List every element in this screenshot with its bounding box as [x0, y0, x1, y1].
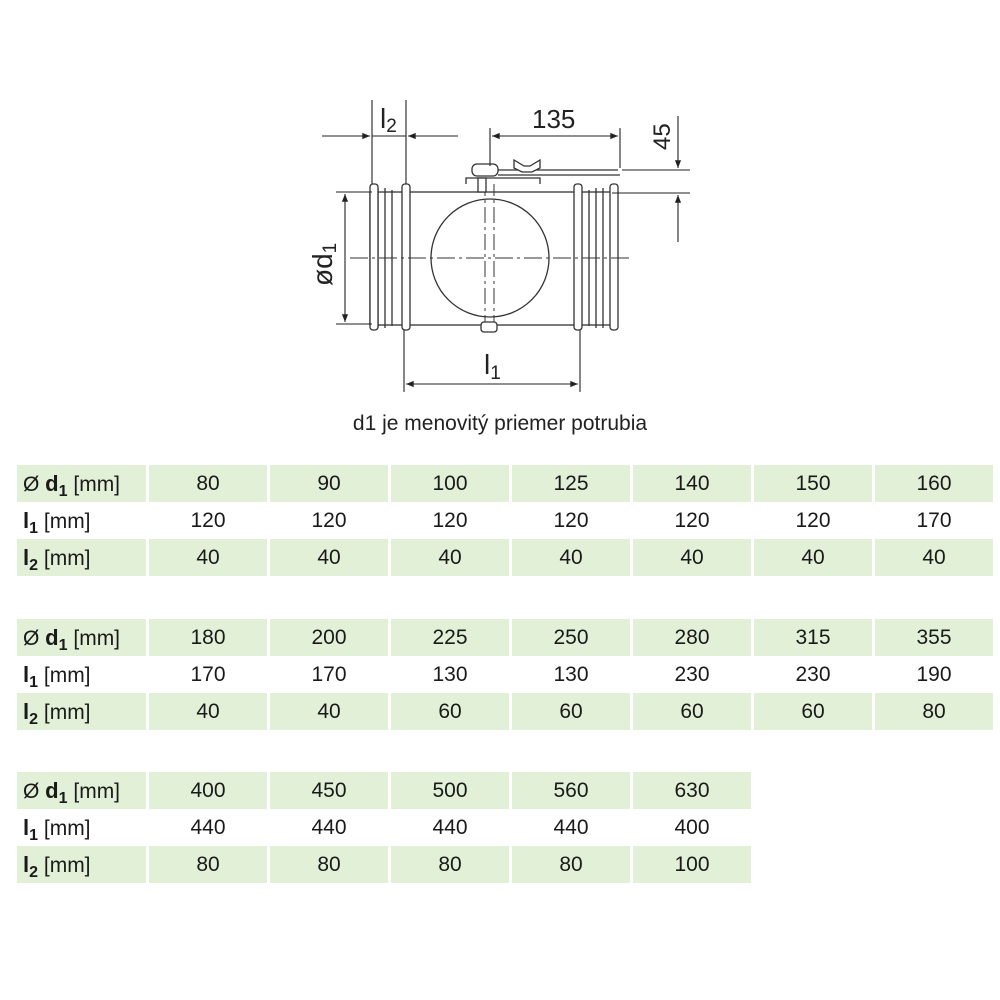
table-cell: 400: [633, 809, 751, 846]
dim-l1-label: l1: [484, 349, 501, 384]
table-cell: 120: [270, 502, 388, 539]
table-row-l2: [17, 693, 993, 730]
table-cell: 315: [754, 619, 872, 656]
damper-technical-drawing: [0, 90, 1000, 400]
table-cell: 125: [512, 465, 630, 502]
table-cell: 500: [391, 772, 509, 809]
table-row-d1: [17, 465, 993, 502]
table-cell: 40: [270, 693, 388, 730]
table-cell: 120: [633, 502, 751, 539]
table-cell: 80: [270, 846, 388, 883]
table-cell: 40: [149, 539, 267, 576]
dimension-table-2: [14, 619, 996, 730]
table-cell: 440: [391, 809, 509, 846]
table-row-l2: [17, 846, 993, 883]
dim-l2-label: l2: [380, 103, 397, 137]
table-row-d1: [17, 619, 993, 656]
row-label-l1: $l_1$ [mm]: [17, 809, 146, 846]
table-cell: 40: [633, 539, 751, 576]
dimension-table-1: [14, 465, 996, 576]
table-row-l2: [17, 539, 993, 576]
table-cell: 60: [391, 693, 509, 730]
table-cell: 355: [875, 619, 993, 656]
table-cell-empty: [875, 809, 993, 846]
table-cell: 80: [512, 846, 630, 883]
table-cell: 40: [270, 539, 388, 576]
table-cell: 80: [149, 846, 267, 883]
table-row-d1: [17, 772, 993, 809]
table-cell: 90: [270, 465, 388, 502]
handle: [466, 160, 620, 192]
table-cell: 170: [149, 656, 267, 693]
table-cell: 120: [149, 502, 267, 539]
table-cell: 100: [633, 846, 751, 883]
table-cell: 170: [875, 502, 993, 539]
table-cell: 440: [270, 809, 388, 846]
table-cell: 100: [391, 465, 509, 502]
table-cell: 440: [149, 809, 267, 846]
table-cell: 60: [512, 693, 630, 730]
row-label-d1: Ø $d_1$ [mm]: [17, 465, 146, 502]
table-cell: 180: [149, 619, 267, 656]
left-collar: [370, 184, 410, 330]
table-cell-empty: [875, 772, 993, 809]
table-cell: 170: [270, 656, 388, 693]
table-cell: 140: [633, 465, 751, 502]
table-cell-empty: [754, 846, 872, 883]
dimension-table-3: [14, 772, 996, 883]
row-label-l1: $l_1$ [mm]: [17, 656, 146, 693]
table-cell: 120: [391, 502, 509, 539]
table-cell: 280: [633, 619, 751, 656]
table-cell: 80: [391, 846, 509, 883]
table-cell: 130: [391, 656, 509, 693]
table-cell: 630: [633, 772, 751, 809]
table-cell-empty: [754, 772, 872, 809]
table-cell: 120: [512, 502, 630, 539]
table-cell: 80: [875, 693, 993, 730]
table-cell: 80: [149, 465, 267, 502]
row-label-d1: Ø $d_1$ [mm]: [17, 619, 146, 656]
table-cell: 450: [270, 772, 388, 809]
table-cell: 230: [754, 656, 872, 693]
dim-135-label: 135: [532, 104, 576, 134]
table-cell: 40: [512, 539, 630, 576]
table-cell: 150: [754, 465, 872, 502]
table-cell: 200: [270, 619, 388, 656]
table-cell: 190: [875, 656, 993, 693]
row-label-l1: $l_1$ [mm]: [17, 502, 146, 539]
table-cell: 230: [633, 656, 751, 693]
table-cell: 440: [512, 809, 630, 846]
row-label-d1: Ø $d_1$ [mm]: [17, 772, 146, 809]
drawing-caption: d1 je menovitý priemer potrubia: [352, 412, 648, 435]
table-cell: 60: [754, 693, 872, 730]
table-cell-empty: [875, 846, 993, 883]
row-label-l2: $l_2$ [mm]: [17, 539, 146, 576]
table-cell: 40: [149, 693, 267, 730]
table-cell: 40: [875, 539, 993, 576]
table-row-l1: [17, 656, 993, 693]
table-cell: 60: [633, 693, 751, 730]
table-cell-empty: [754, 809, 872, 846]
table-cell: 225: [391, 619, 509, 656]
right-collar: [574, 184, 618, 330]
table-cell: 250: [512, 619, 630, 656]
table-row-l1: [17, 809, 993, 846]
table-cell: 560: [512, 772, 630, 809]
dim-45-label: 45: [649, 123, 676, 150]
row-label-l2: $l_2$ [mm]: [17, 846, 146, 883]
dim-d1-label: ød1: [307, 242, 341, 286]
table-cell: 130: [512, 656, 630, 693]
row-label-l2: $l_2$ [mm]: [17, 693, 146, 730]
table-cell: 400: [149, 772, 267, 809]
table-cell: 120: [754, 502, 872, 539]
table-row-l1: [17, 502, 993, 539]
table-cell: 40: [391, 539, 509, 576]
table-cell: 160: [875, 465, 993, 502]
table-cell: 40: [754, 539, 872, 576]
